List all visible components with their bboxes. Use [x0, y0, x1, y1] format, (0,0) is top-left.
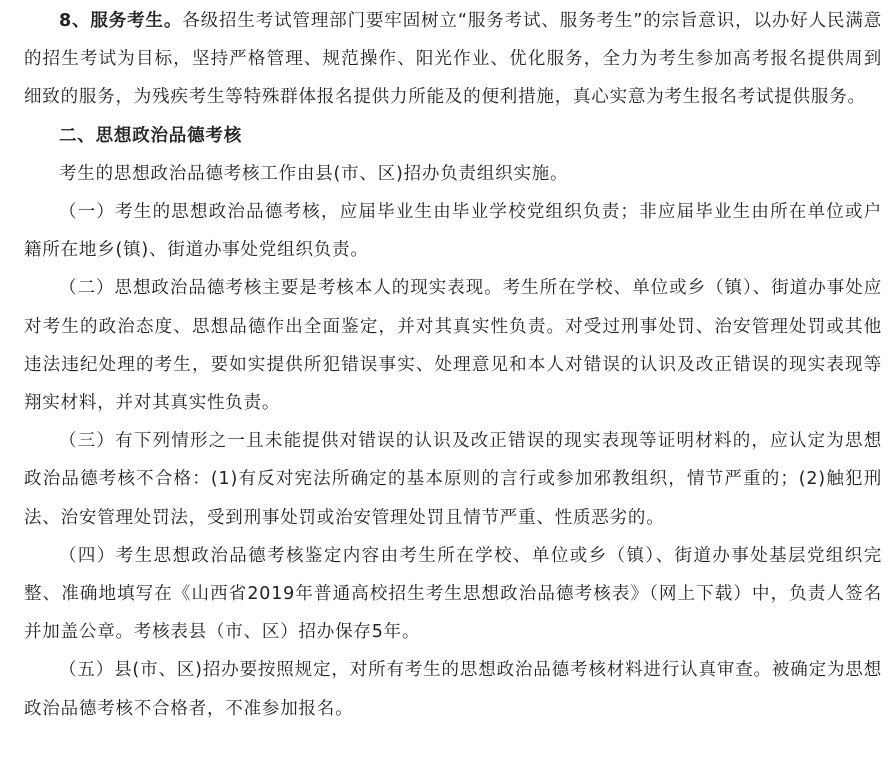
section-8-text: 各级招生考试管理部门要牢固树立“服务考试、服务考生”的宗旨意识，以办好人民满意的招生考试为目标，坚持严格管理、规范操作、阳光作业、优化服务，全力为考生参加高考报名提供周到细致的服务，为残疾考生等特殊群体报名提供力所能及的便利措施，真心实意为考生报名考试提供服务。 [24, 11, 882, 108]
clause-5-paragraph: （五）县(市、区)招办要按照规定，对所有考生的思想政治品德考核材料进行认真审查。被确定为思想政治品德考核不合格者，不准参加报名。 [24, 660, 882, 719]
section-8-paragraph [24, 2, 882, 117]
clause-3-paragraph: （三）有下列情形之一且未能提供对错误的认识及改正错误的现实表现等证明材料的，应认定为思想政治品德考核不合格：(1)有反对宪法所确定的基本原则的言行或参加邪教组织，情节严重的；(2)触犯刑法、治安管理处罚法，受到刑事处罚或治安管理处罚且情节严重、性质恶劣的。 [24, 431, 882, 528]
section-8-lead: 8、服务考生。 [59, 11, 183, 31]
intro-paragraph: 考生的思想政治品德考核工作由县(市、区)招办负责组织实施。 [59, 163, 569, 184]
clause-1-paragraph: （一）考生的思想政治品德考核，应届毕业生由毕业学校党组织负责；非应届毕业生由所在单位或户籍所在地乡(镇)、街道办事处党组织负责。 [24, 202, 882, 261]
clause-2-paragraph: （二）思想政治品德考核主要是考核本人的现实表现。考生所在学校、单位或乡（镇）、街道办事处应对考生的政治态度、思想品德作出全面鉴定，并对其真实性负责。对受过刑事处罚、治安管理处罚或其他违法违纪处理的考生，要如实提供所犯错误事实、处理意见和本人对错误的认识及改正错误的现实表现等翔实材料，并对其真实性负责。 [24, 278, 882, 414]
clause-4-paragraph: （四）考生思想政治品德考核鉴定内容由考生所在学校、单位或乡（镇）、街道办事处基层党组织完整、准确地填写在《山西省2019年普通高校招生考生思想政治品德考核表》（网上下载）中，负责人签名并加盖公章。考核表县（市、区）招办保存5年。 [24, 545, 882, 643]
section-heading: 二、思想政治品德考核 [59, 125, 242, 146]
